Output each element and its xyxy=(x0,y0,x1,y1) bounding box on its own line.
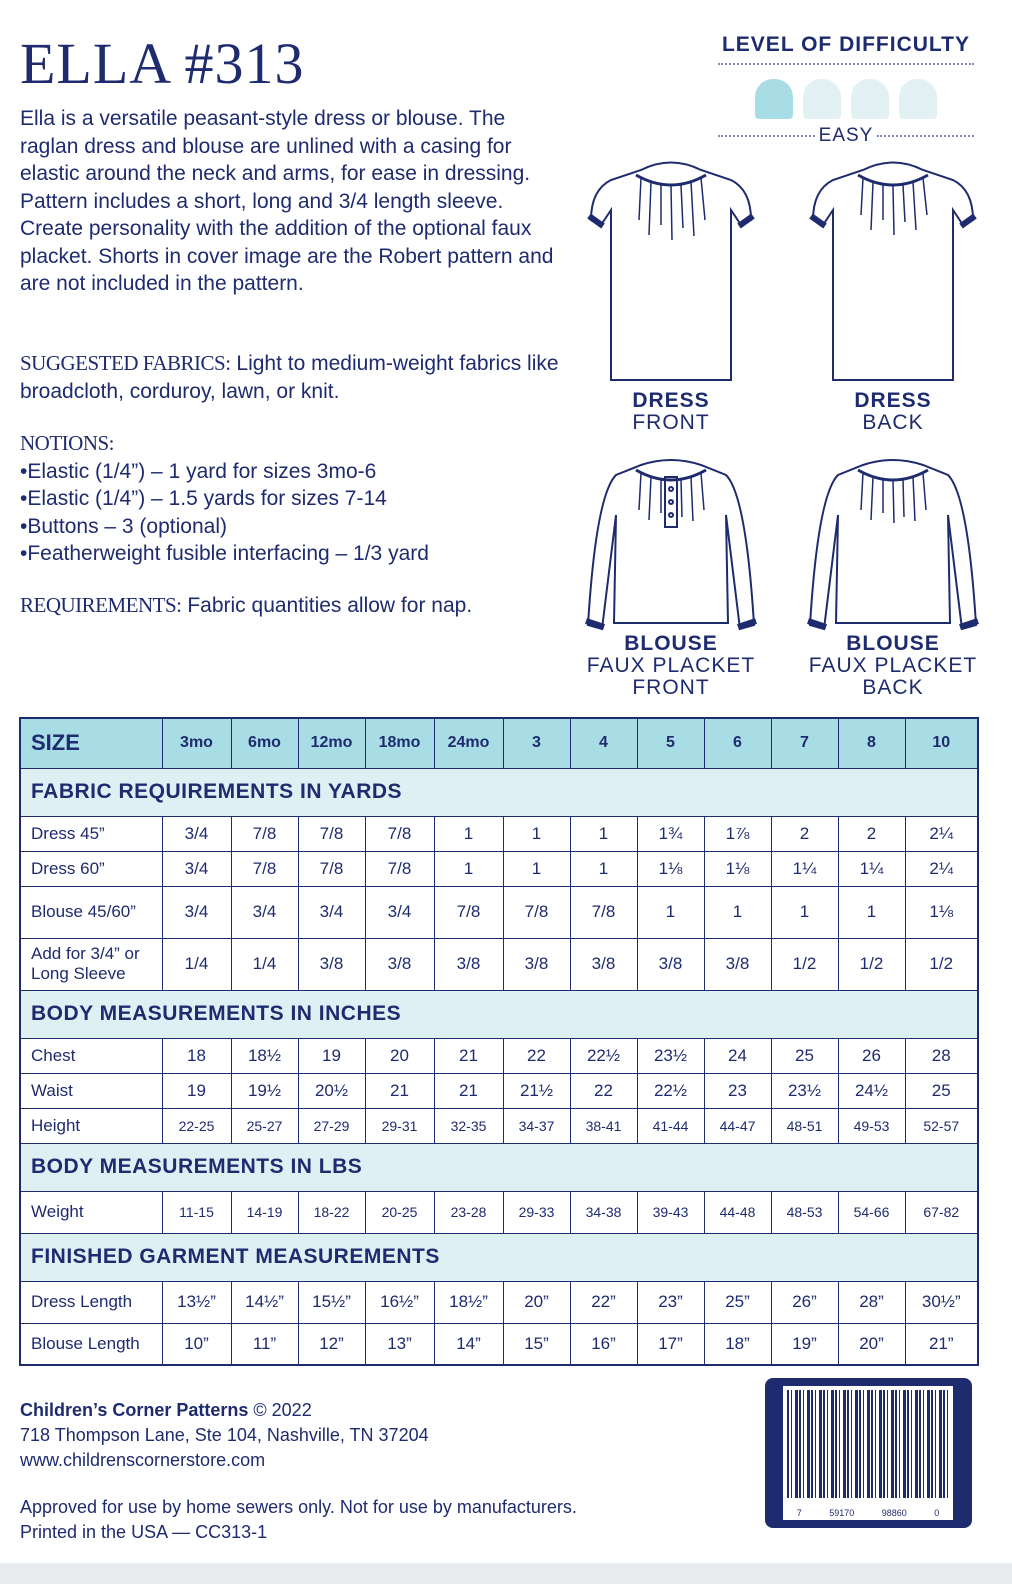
company-name: Children’s Corner Patterns xyxy=(20,1400,249,1420)
size-header-cell: 6mo xyxy=(231,718,298,768)
chart-row-label: Weight xyxy=(20,1191,162,1233)
footer xyxy=(20,1398,577,1545)
barcode-bars xyxy=(787,1390,949,1498)
barcode-digit: 0 xyxy=(934,1508,940,1518)
usage-note: Approved for use by home sewers only. Not for use by manufacturers. xyxy=(20,1497,577,1517)
garment-blouse-back xyxy=(788,455,998,699)
chart-cell: 7/8 xyxy=(503,886,570,938)
chart-cell: 21 xyxy=(434,1038,503,1073)
fabrics-label: SUGGESTED FABRICS: xyxy=(20,351,231,375)
chart-cell: 14-19 xyxy=(231,1191,298,1233)
chart-cell: 15” xyxy=(503,1323,570,1365)
chart-cell: 1⅛ xyxy=(905,886,978,938)
chart-cell: 22-25 xyxy=(162,1108,231,1143)
chart-cell: 22 xyxy=(503,1038,570,1073)
chart-cell: 12” xyxy=(298,1323,365,1365)
chart-cell: 3/4 xyxy=(162,816,231,851)
chart-cell: 18½” xyxy=(434,1281,503,1323)
fabrics-text: Light to medium-weight fabrics like broadcloth, corduroy, lawn, or knit. xyxy=(20,352,559,403)
divider xyxy=(877,135,974,137)
chart-cell: 41-44 xyxy=(637,1108,704,1143)
thimble-icon xyxy=(899,79,937,119)
size-header-cell: 10 xyxy=(905,718,978,768)
size-header-cell: 18mo xyxy=(365,718,434,768)
notions xyxy=(20,430,580,568)
chart-cell: 30½” xyxy=(905,1281,978,1323)
barcode-digits xyxy=(783,1508,953,1518)
chart-cell: 7/8 xyxy=(365,851,434,886)
garment-caption-line2: FRONT xyxy=(632,411,710,434)
requirements xyxy=(20,592,580,620)
chart-cell: 1 xyxy=(637,886,704,938)
chart-cell: 18” xyxy=(704,1323,771,1365)
barcode-label xyxy=(783,1386,953,1520)
size-header-label: SIZE xyxy=(20,718,162,768)
chart-cell: 23” xyxy=(637,1281,704,1323)
chart-cell: 1¾ xyxy=(637,816,704,851)
chart-cell: 1/2 xyxy=(771,938,838,990)
notion-item: • Buttons – 3 (optional) xyxy=(20,513,580,541)
chart-cell: 27-29 xyxy=(298,1108,365,1143)
chart-cell: 24½ xyxy=(838,1073,905,1108)
chart-cell: 3/8 xyxy=(637,938,704,990)
chart-cell: 29-33 xyxy=(503,1191,570,1233)
chart-cell: 22” xyxy=(570,1281,637,1323)
chart-cell: 1 xyxy=(570,851,637,886)
chart-cell: 1/4 xyxy=(231,938,298,990)
chart-cell: 7/8 xyxy=(298,816,365,851)
size-header-cell: 3mo xyxy=(162,718,231,768)
chart-cell: 23 xyxy=(704,1073,771,1108)
dress-front-illustration xyxy=(581,150,761,390)
chart-cell: 3/8 xyxy=(570,938,637,990)
chart-section-row xyxy=(20,1143,978,1191)
chart-cell: 23½ xyxy=(771,1073,838,1108)
chart-cell: 21 xyxy=(365,1073,434,1108)
notions-list xyxy=(20,458,580,568)
thimble-icon xyxy=(755,79,793,119)
chart-row-label: Dress 45” xyxy=(20,816,162,851)
size-chart xyxy=(19,717,979,1366)
garment-caption-line1: BLOUSE xyxy=(846,632,940,655)
chart-cell: 3/8 xyxy=(298,938,365,990)
garment-caption-line3: BACK xyxy=(862,676,924,699)
chart-cell: 24 xyxy=(704,1038,771,1073)
chart-row xyxy=(20,1323,978,1365)
requirements-label: REQUIREMENTS: xyxy=(20,593,182,617)
chart-cell: 34-37 xyxy=(503,1108,570,1143)
chart-cell: 49-53 xyxy=(838,1108,905,1143)
chart-cell: 1 xyxy=(503,816,570,851)
chart-cell: 20-25 xyxy=(365,1191,434,1233)
chart-cell: 1/2 xyxy=(905,938,978,990)
chart-row xyxy=(20,851,978,886)
size-header-cell: 3 xyxy=(503,718,570,768)
chart-cell: 1 xyxy=(838,886,905,938)
chart-cell: 16½” xyxy=(365,1281,434,1323)
difficulty-panel xyxy=(718,33,974,147)
chart-cell: 22 xyxy=(570,1073,637,1108)
chart-cell: 3/8 xyxy=(365,938,434,990)
suggested-fabrics xyxy=(20,350,565,405)
chart-cell: 44-48 xyxy=(704,1191,771,1233)
chart-cell: 3/4 xyxy=(298,886,365,938)
chart-row xyxy=(20,1191,978,1233)
chart-section-title: FABRIC REQUIREMENTS IN YARDS xyxy=(20,768,978,816)
notion-item: • Featherweight fusible interfacing – 1/3 yard xyxy=(20,540,580,568)
size-header-cell: 6 xyxy=(704,718,771,768)
pattern-title: ELLA #313 xyxy=(20,31,305,96)
chart-cell: 2 xyxy=(838,816,905,851)
chart-row xyxy=(20,886,978,938)
garment-caption-line3: FRONT xyxy=(632,676,710,699)
difficulty-rating xyxy=(718,79,974,121)
chart-cell: 1¼ xyxy=(771,851,838,886)
difficulty-title: LEVEL OF DIFFICULTY xyxy=(721,33,971,56)
size-chart-body xyxy=(20,768,978,1365)
chart-row xyxy=(20,1281,978,1323)
chart-cell: 21 xyxy=(434,1073,503,1108)
chart-cell: 7/8 xyxy=(570,886,637,938)
chart-cell: 19½ xyxy=(231,1073,298,1108)
chart-cell: 1 xyxy=(704,886,771,938)
barcode-digit: 59170 xyxy=(829,1508,855,1518)
size-header-cell: 24mo xyxy=(434,718,503,768)
chart-cell: 22½ xyxy=(637,1073,704,1108)
barcode xyxy=(765,1378,972,1528)
chart-cell: 11-15 xyxy=(162,1191,231,1233)
chart-cell: 25” xyxy=(704,1281,771,1323)
chart-cell: 1¼ xyxy=(838,851,905,886)
barcode-digit: 98860 xyxy=(881,1508,907,1518)
barcode-digit: 7 xyxy=(796,1508,802,1518)
chart-cell: 54-66 xyxy=(838,1191,905,1233)
chart-cell: 16” xyxy=(570,1323,637,1365)
chart-cell: 23½ xyxy=(637,1038,704,1073)
chart-section-row xyxy=(20,768,978,816)
thimble-icon xyxy=(803,79,841,119)
size-header-cell: 7 xyxy=(771,718,838,768)
company-website: www.childrenscornerstore.com xyxy=(20,1450,266,1470)
chart-cell: 11” xyxy=(231,1323,298,1365)
chart-section-title: BODY MEASUREMENTS IN LBS xyxy=(20,1143,978,1191)
garment-blouse-front xyxy=(566,455,776,699)
size-header-cell: 4 xyxy=(570,718,637,768)
chart-cell: 25-27 xyxy=(231,1108,298,1143)
chart-cell: 44-47 xyxy=(704,1108,771,1143)
size-header-cell: 12mo xyxy=(298,718,365,768)
difficulty-level-label: EASY xyxy=(818,125,874,146)
chart-cell: 7/8 xyxy=(231,851,298,886)
chart-cell: 3/4 xyxy=(162,886,231,938)
chart-cell: 17” xyxy=(637,1323,704,1365)
chart-cell: 19 xyxy=(162,1073,231,1108)
chart-cell: 18 xyxy=(162,1038,231,1073)
chart-cell: 20” xyxy=(838,1323,905,1365)
chart-cell: 1/2 xyxy=(838,938,905,990)
chart-row-label: Dress 60” xyxy=(20,851,162,886)
chart-cell: 1⅞ xyxy=(704,816,771,851)
chart-cell: 7/8 xyxy=(434,886,503,938)
chart-cell: 26” xyxy=(771,1281,838,1323)
chart-cell: 28” xyxy=(838,1281,905,1323)
chart-row xyxy=(20,816,978,851)
chart-cell: 38-41 xyxy=(570,1108,637,1143)
chart-cell: 1 xyxy=(570,816,637,851)
blouse-back-illustration xyxy=(798,455,988,633)
chart-cell: 2 xyxy=(771,816,838,851)
copyright: © 2022 xyxy=(248,1400,312,1420)
print-note: Printed in the USA — CC313-1 xyxy=(20,1522,268,1542)
size-header-row xyxy=(20,718,978,768)
chart-cell: 1 xyxy=(771,886,838,938)
chart-cell: 19” xyxy=(771,1323,838,1365)
notion-item: • Elastic (1/4”) – 1 yard for sizes 3mo-6 xyxy=(20,458,580,486)
chart-cell: 13” xyxy=(365,1323,434,1365)
pattern-description: Ella is a versatile peasant-style dress or blouse. The raglan dress and blouse are unlined with a casing for elastic around the neck and arms, for ease in dressing. Pattern includes a short, long and 3/4 length sleeve. Create personality with the addition of the optional faux placket. Shorts in cover image are the Robert pattern and are not included in the pattern. xyxy=(20,107,554,295)
garment-caption-line2: FAUX PLACKET xyxy=(586,654,756,677)
garment-caption-line2: BACK xyxy=(862,411,924,434)
chart-cell: 7/8 xyxy=(231,816,298,851)
chart-section-row xyxy=(20,1233,978,1281)
chart-row xyxy=(20,938,978,990)
chart-cell: 13½” xyxy=(162,1281,231,1323)
dress-back-illustration xyxy=(803,150,983,390)
chart-row-label: Waist xyxy=(20,1073,162,1108)
chart-cell: 39-43 xyxy=(637,1191,704,1233)
garment-dress-back xyxy=(788,150,998,434)
chart-cell: 32-35 xyxy=(434,1108,503,1143)
chart-row xyxy=(20,1108,978,1143)
chart-cell: 2¼ xyxy=(905,816,978,851)
chart-cell: 21½ xyxy=(503,1073,570,1108)
garment-caption-line1: BLOUSE xyxy=(624,632,718,655)
chart-cell: 28 xyxy=(905,1038,978,1073)
chart-cell: 14½” xyxy=(231,1281,298,1323)
company-address: 718 Thompson Lane, Ste 104, Nashville, TN 37204 xyxy=(20,1425,429,1445)
chart-cell: 1⅛ xyxy=(704,851,771,886)
difficulty-level-row xyxy=(718,125,974,147)
chart-cell: 22½ xyxy=(570,1038,637,1073)
chart-row-label: Height xyxy=(20,1108,162,1143)
size-header-cell: 5 xyxy=(637,718,704,768)
chart-section-title: FINISHED GARMENT MEASUREMENTS xyxy=(20,1233,978,1281)
chart-row xyxy=(20,1038,978,1073)
blouse-front-illustration xyxy=(576,455,766,633)
chart-cell: 20” xyxy=(503,1281,570,1323)
chart-cell: 3/8 xyxy=(434,938,503,990)
chart-cell: 3/8 xyxy=(503,938,570,990)
chart-row-label: Dress Length xyxy=(20,1281,162,1323)
chart-cell: 23-28 xyxy=(434,1191,503,1233)
chart-cell: 18½ xyxy=(231,1038,298,1073)
chart-cell: 10” xyxy=(162,1323,231,1365)
divider xyxy=(718,63,974,65)
chart-cell: 26 xyxy=(838,1038,905,1073)
chart-cell: 14” xyxy=(434,1323,503,1365)
chart-row-label: Blouse 45/60” xyxy=(20,886,162,938)
chart-cell: 1 xyxy=(434,816,503,851)
chart-cell: 3/4 xyxy=(231,886,298,938)
chart-row xyxy=(20,1073,978,1108)
chart-cell: 15½” xyxy=(298,1281,365,1323)
chart-cell: 20½ xyxy=(298,1073,365,1108)
bottom-strip xyxy=(0,1563,1012,1584)
chart-cell: 1 xyxy=(503,851,570,886)
chart-cell: 1 xyxy=(434,851,503,886)
notion-item: • Elastic (1/4”) – 1.5 yards for sizes 7-14 xyxy=(20,485,580,513)
chart-cell: 67-82 xyxy=(905,1191,978,1233)
chart-cell: 25 xyxy=(771,1038,838,1073)
garment-caption-line1: DRESS xyxy=(632,389,710,412)
chart-cell: 52-57 xyxy=(905,1108,978,1143)
chart-section-row xyxy=(20,990,978,1038)
chart-cell: 1⅛ xyxy=(637,851,704,886)
chart-cell: 20 xyxy=(365,1038,434,1073)
divider xyxy=(718,135,815,137)
requirements-text: Fabric quantities allow for nap. xyxy=(181,594,473,617)
chart-cell: 25 xyxy=(905,1073,978,1108)
chart-cell: 3/4 xyxy=(365,886,434,938)
size-header-cell: 8 xyxy=(838,718,905,768)
garment-dress-front xyxy=(566,150,776,434)
chart-row-label: Chest xyxy=(20,1038,162,1073)
chart-row-label: Add for 3/4” or Long Sleeve xyxy=(20,938,162,990)
chart-cell: 3/4 xyxy=(162,851,231,886)
thimble-icon xyxy=(851,79,889,119)
chart-cell: 29-31 xyxy=(365,1108,434,1143)
chart-cell: 19 xyxy=(298,1038,365,1073)
garment-caption-line1: DRESS xyxy=(854,389,932,412)
chart-cell: 7/8 xyxy=(365,816,434,851)
chart-section-title: BODY MEASUREMENTS IN INCHES xyxy=(20,990,978,1038)
garment-caption-line2: FAUX PLACKET xyxy=(808,654,978,677)
chart-cell: 1/4 xyxy=(162,938,231,990)
notions-label: NOTIONS: xyxy=(20,431,114,455)
chart-row-label: Blouse Length xyxy=(20,1323,162,1365)
chart-cell: 48-51 xyxy=(771,1108,838,1143)
chart-cell: 7/8 xyxy=(298,851,365,886)
chart-cell: 2¼ xyxy=(905,851,978,886)
chart-cell: 21” xyxy=(905,1323,978,1365)
chart-cell: 34-38 xyxy=(570,1191,637,1233)
chart-cell: 3/8 xyxy=(704,938,771,990)
chart-cell: 18-22 xyxy=(298,1191,365,1233)
chart-cell: 48-53 xyxy=(771,1191,838,1233)
